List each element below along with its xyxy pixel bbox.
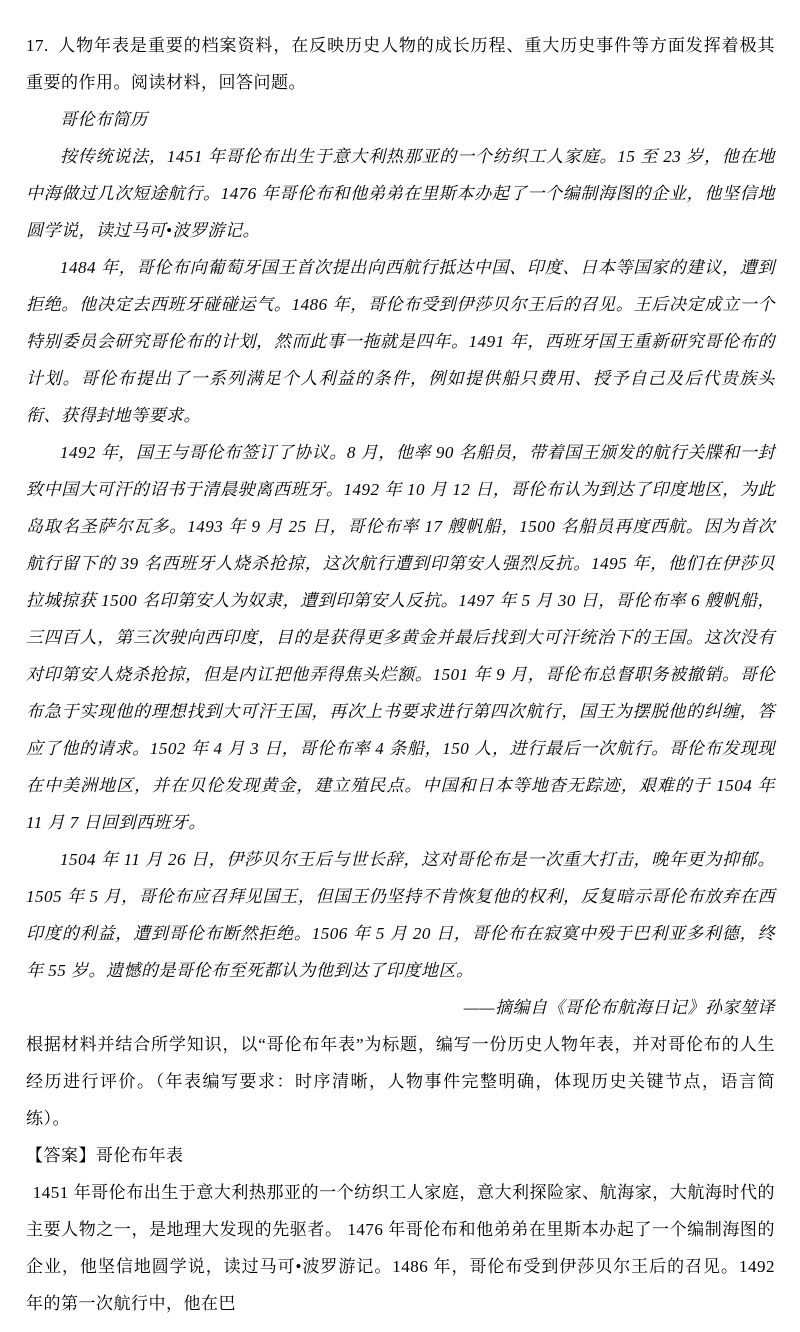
answer-body-paragraph: 1451 年哥伦布出生于意大利热那亚的一个纺织工人家庭，意大利探险家、航海家，大航海时代的主要人物之一，是地理大发现的先驱者。 1476 年哥伦布和他弟弟在里斯本办起了一个编制海图的企业，他坚信地圆学说，读过马可•波罗游记。1486 年，哥伦布受到伊莎贝尔王后的召见。1492 年的第一次航行中，他在巴 xyxy=(26,1183,775,1313)
question-number: 17. xyxy=(26,36,49,55)
question-intro-text: 人物年表是重要的档案资料，在反映历史人物的成长历程、重大历史事件等方面发挥着极其重要的作用。阅读材料，回答问题。 xyxy=(26,36,775,92)
material-paragraph-2: 1484 年，哥伦布向葡萄牙国王首次提出向西航行抵达中国、印度、日本等国家的建议，遭到拒绝。他决定去西班牙碰碰运气。1486 年，哥伦布受到伊莎贝尔王后的召见。王后决定成立一个特别委员会研究哥伦布的计划，然而此事一拖就是四年。1491 年，西班牙国王重新研究哥伦布的计划。哥伦布提出了一系列满足个人利益的条件，例如提供船只费用、授予自己及后代贵族头衔、获得封地等要求。 xyxy=(26,258,775,425)
answer-title: 哥伦布年表 xyxy=(96,1146,184,1165)
question-paragraph xyxy=(26,27,775,101)
answer-heading xyxy=(26,1137,775,1174)
answer-label: 【答案】 xyxy=(26,1146,96,1165)
source-attribution: ——摘编自《哥伦布航海日记》孙家堃译 xyxy=(463,998,775,1017)
material-paragraph-4: 1504 年 11 月 26 日，伊莎贝尔王后与世长辞，这对哥伦布是一次重大打击，晚年更为抑郁。1505 年 5 月，哥伦布应召拜见国王，但国王仍坚持不肯恢复他的权利，反复暗示哥伦布放弃在西印度的利益，遭到哥伦布断然拒绝。1506 年 5 月 20 日，哥伦布在寂寞中殁于巴利亚多利德，终年 55 岁。遗憾的是哥伦布至死都认为他到达了印度地区。 xyxy=(26,850,775,980)
material-paragraph-3: 1492 年，国王与哥伦布签订了协议。8 月，他率 90 名船员，带着国王颁发的航行关牒和一封致中国大可汗的诏书于清晨驶离西班牙。1492 年 10 月 12 日，哥伦布认为到达了印度地区，为此岛取名圣萨尔瓦多。1493 年 9 月 25 日，哥伦布率 17 艘帆船，1500 名船员再度西航。因为首次航行留下的 39 名西班牙人烧杀抢掠，这次航行遭到印第安人强烈反抗。1495 年，他们在伊莎贝拉城掠获 1500 名印第安人为奴隶，遭到印第安人反抗。1497 年 5 月 30 日，哥伦布率 6 艘帆船，三四百人，第三次驶向西印度，目的是获得更多黄金并最后找到大可汗统治下的王国。这次没有对印第安人烧杀抢掠，但是内讧把他弄得焦头烂额。1501 年 9 月，哥伦布总督职务被撤销。哥伦布急于实现他的理想找到大可汗王国，再次上书要求进行第四次航行，国王为摆脱他的纠缠，答应了他的请求。1502 年 4 月 3 日，哥伦布率 4 条船，150 人，进行最后一次航行。哥伦布发现现在中美洲地区，并在贝伦发现黄金，建立殖民点。中国和日本等地杳无踪迹，艰难的于 1504 年 11 月 7 日回到西班牙。 xyxy=(26,443,775,832)
material-paragraph-1: 按传统说法，1451 年哥伦布出生于意大利热那亚的一个纺织工人家庭。15 至 23 岁，他在地中海做过几次短途航行。1476 年哥伦布和他弟弟在里斯本办起了一个编制海图的企业，他坚信地圆学说，读过马可•波罗游记。 xyxy=(26,147,775,240)
material-title: 哥伦布简历 xyxy=(60,110,148,129)
task-paragraph: 根据材料并结合所学知识，以“哥伦布年表”为标题，编写一份历史人物年表，并对哥伦布的人生经历进行评价。（年表编写要求：时序清晰，人物事件完整明确，体现历史关键节点，语言简练）。 xyxy=(26,1035,775,1128)
